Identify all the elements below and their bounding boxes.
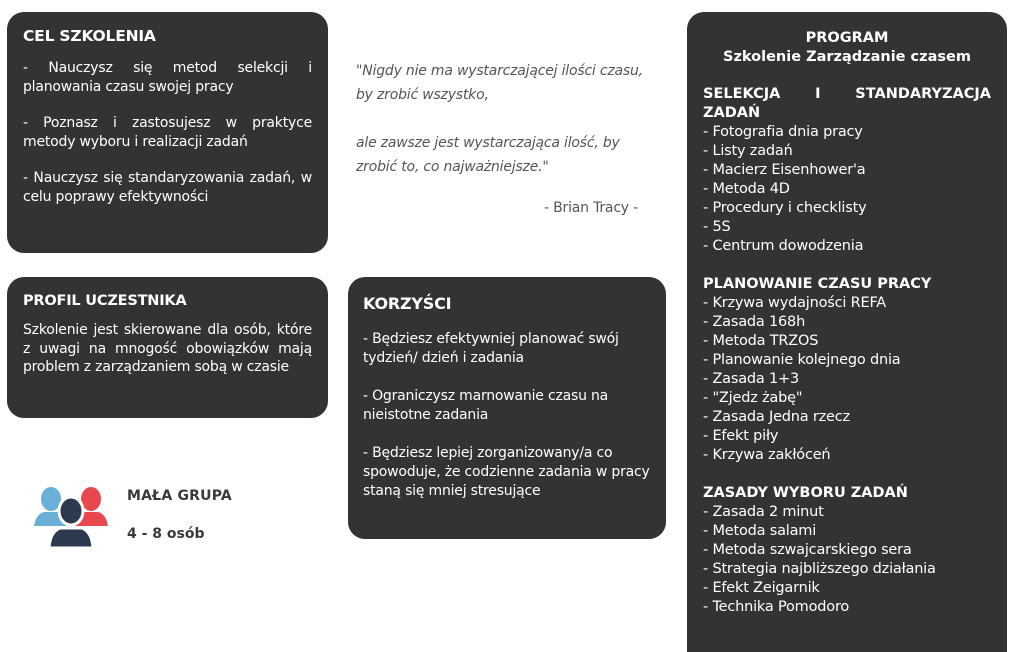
program-item: - Krzywa wydajności REFA <box>703 295 887 311</box>
benefit-item: - Ograniczysz marnowanie czasu na nieistotne zadania <box>363 388 609 423</box>
program-item: - 5S <box>703 219 731 235</box>
program-heading-subtitle: Szkolenie Zarządzanie czasem <box>723 49 971 65</box>
program-item: - Metoda szwajcarskiego sera <box>703 542 912 558</box>
program-section-title: ZASADY WYBORU ZADAŃ <box>703 485 908 501</box>
program-item: - Zasada 168h <box>703 314 806 330</box>
training-goal-item: - Nauczysz się standaryzowania zadań, w celu poprawy efektywności <box>23 170 312 205</box>
program-item: - Metoda 4D <box>703 181 790 197</box>
program-section-list <box>703 123 991 256</box>
program-heading <box>703 29 991 67</box>
benefit-item: - Będziesz efektywniej planować swój tydzień/ dzień i zadania <box>363 331 619 366</box>
participant-profile-text: Szkolenie jest skierowane dla osób, które z uwagi na mnogość obowiązków mają problem z zarządzaniem sobą w czasie <box>23 322 312 375</box>
quote-line: "Nigdy nie ma wystarczającej ilości czasu, by zrobić wszystko, <box>356 63 643 103</box>
program-item: - Fotografia dnia pracy <box>703 124 863 140</box>
training-goal-item: - Poznasz i zastosujesz w praktyce metody wyboru i realizacji zadań <box>23 115 312 150</box>
participant-profile-card <box>7 277 328 418</box>
program-item: - Metoda TRZOS <box>703 333 819 349</box>
program-item: - "Zjedz żabę" <box>703 390 803 406</box>
program-item: - Technika Pomodoro <box>703 599 850 615</box>
quote-author: - Brian Tracy - <box>544 200 638 216</box>
program-item: - Planowanie kolejnego dnia <box>703 352 901 368</box>
program-section-title: SELEKCJA I STANDARYZACJA ZADAŃ <box>703 86 991 121</box>
program-item: - Krzywa zakłóceń <box>703 447 831 463</box>
benefits-title: KORZYŚCI <box>363 294 452 313</box>
quote-block <box>356 59 646 220</box>
program-item: - Procedury i checklisty <box>703 200 867 216</box>
group-size-title: MAŁA GRUPA <box>127 488 232 504</box>
program-section-list <box>703 294 991 465</box>
program-item: - Efekt Zeigarnik <box>703 580 820 596</box>
program-item: - Macierz Eisenhower'a <box>703 162 866 178</box>
benefits-card <box>348 277 666 539</box>
training-goal-title: CEL SZKOLENIA <box>23 27 156 45</box>
group-size-block <box>34 486 294 550</box>
program-item: - Efekt piły <box>703 428 779 444</box>
program-item: - Zasada Jedna rzecz <box>703 409 850 425</box>
program-item: - Metoda salami <box>703 523 817 539</box>
program-card <box>687 12 1007 652</box>
benefit-item: - Będziesz lepiej zorganizowany/a co spowoduje, że codzienne zadania w pracy staną się mniej stresujące <box>363 445 650 499</box>
program-item: - Centrum dowodzenia <box>703 238 864 254</box>
program-section-title: PLANOWANIE CZASU PRACY <box>703 276 932 292</box>
program-item: - Listy zadań <box>703 143 793 159</box>
quote-line: ale zawsze jest wystarczająca ilość, by zrobić to, co najważniejsze." <box>356 135 620 175</box>
training-goal-item: - Nauczysz się metod selekcji i planowania czasu swojej pracy <box>23 60 312 95</box>
program-heading-label: PROGRAM <box>805 30 889 46</box>
training-goal-card <box>7 12 328 253</box>
program-section-list <box>703 503 991 617</box>
participant-profile-title: PROFIL UCZESTNIKA <box>23 293 187 309</box>
program-item: - Strategia najbliższego działania <box>703 561 936 577</box>
group-size-count: 4 - 8 osób <box>127 526 205 542</box>
program-item: - Zasada 2 minut <box>703 504 824 520</box>
program-item: - Zasada 1+3 <box>703 371 799 387</box>
group-people-icon <box>34 486 108 548</box>
